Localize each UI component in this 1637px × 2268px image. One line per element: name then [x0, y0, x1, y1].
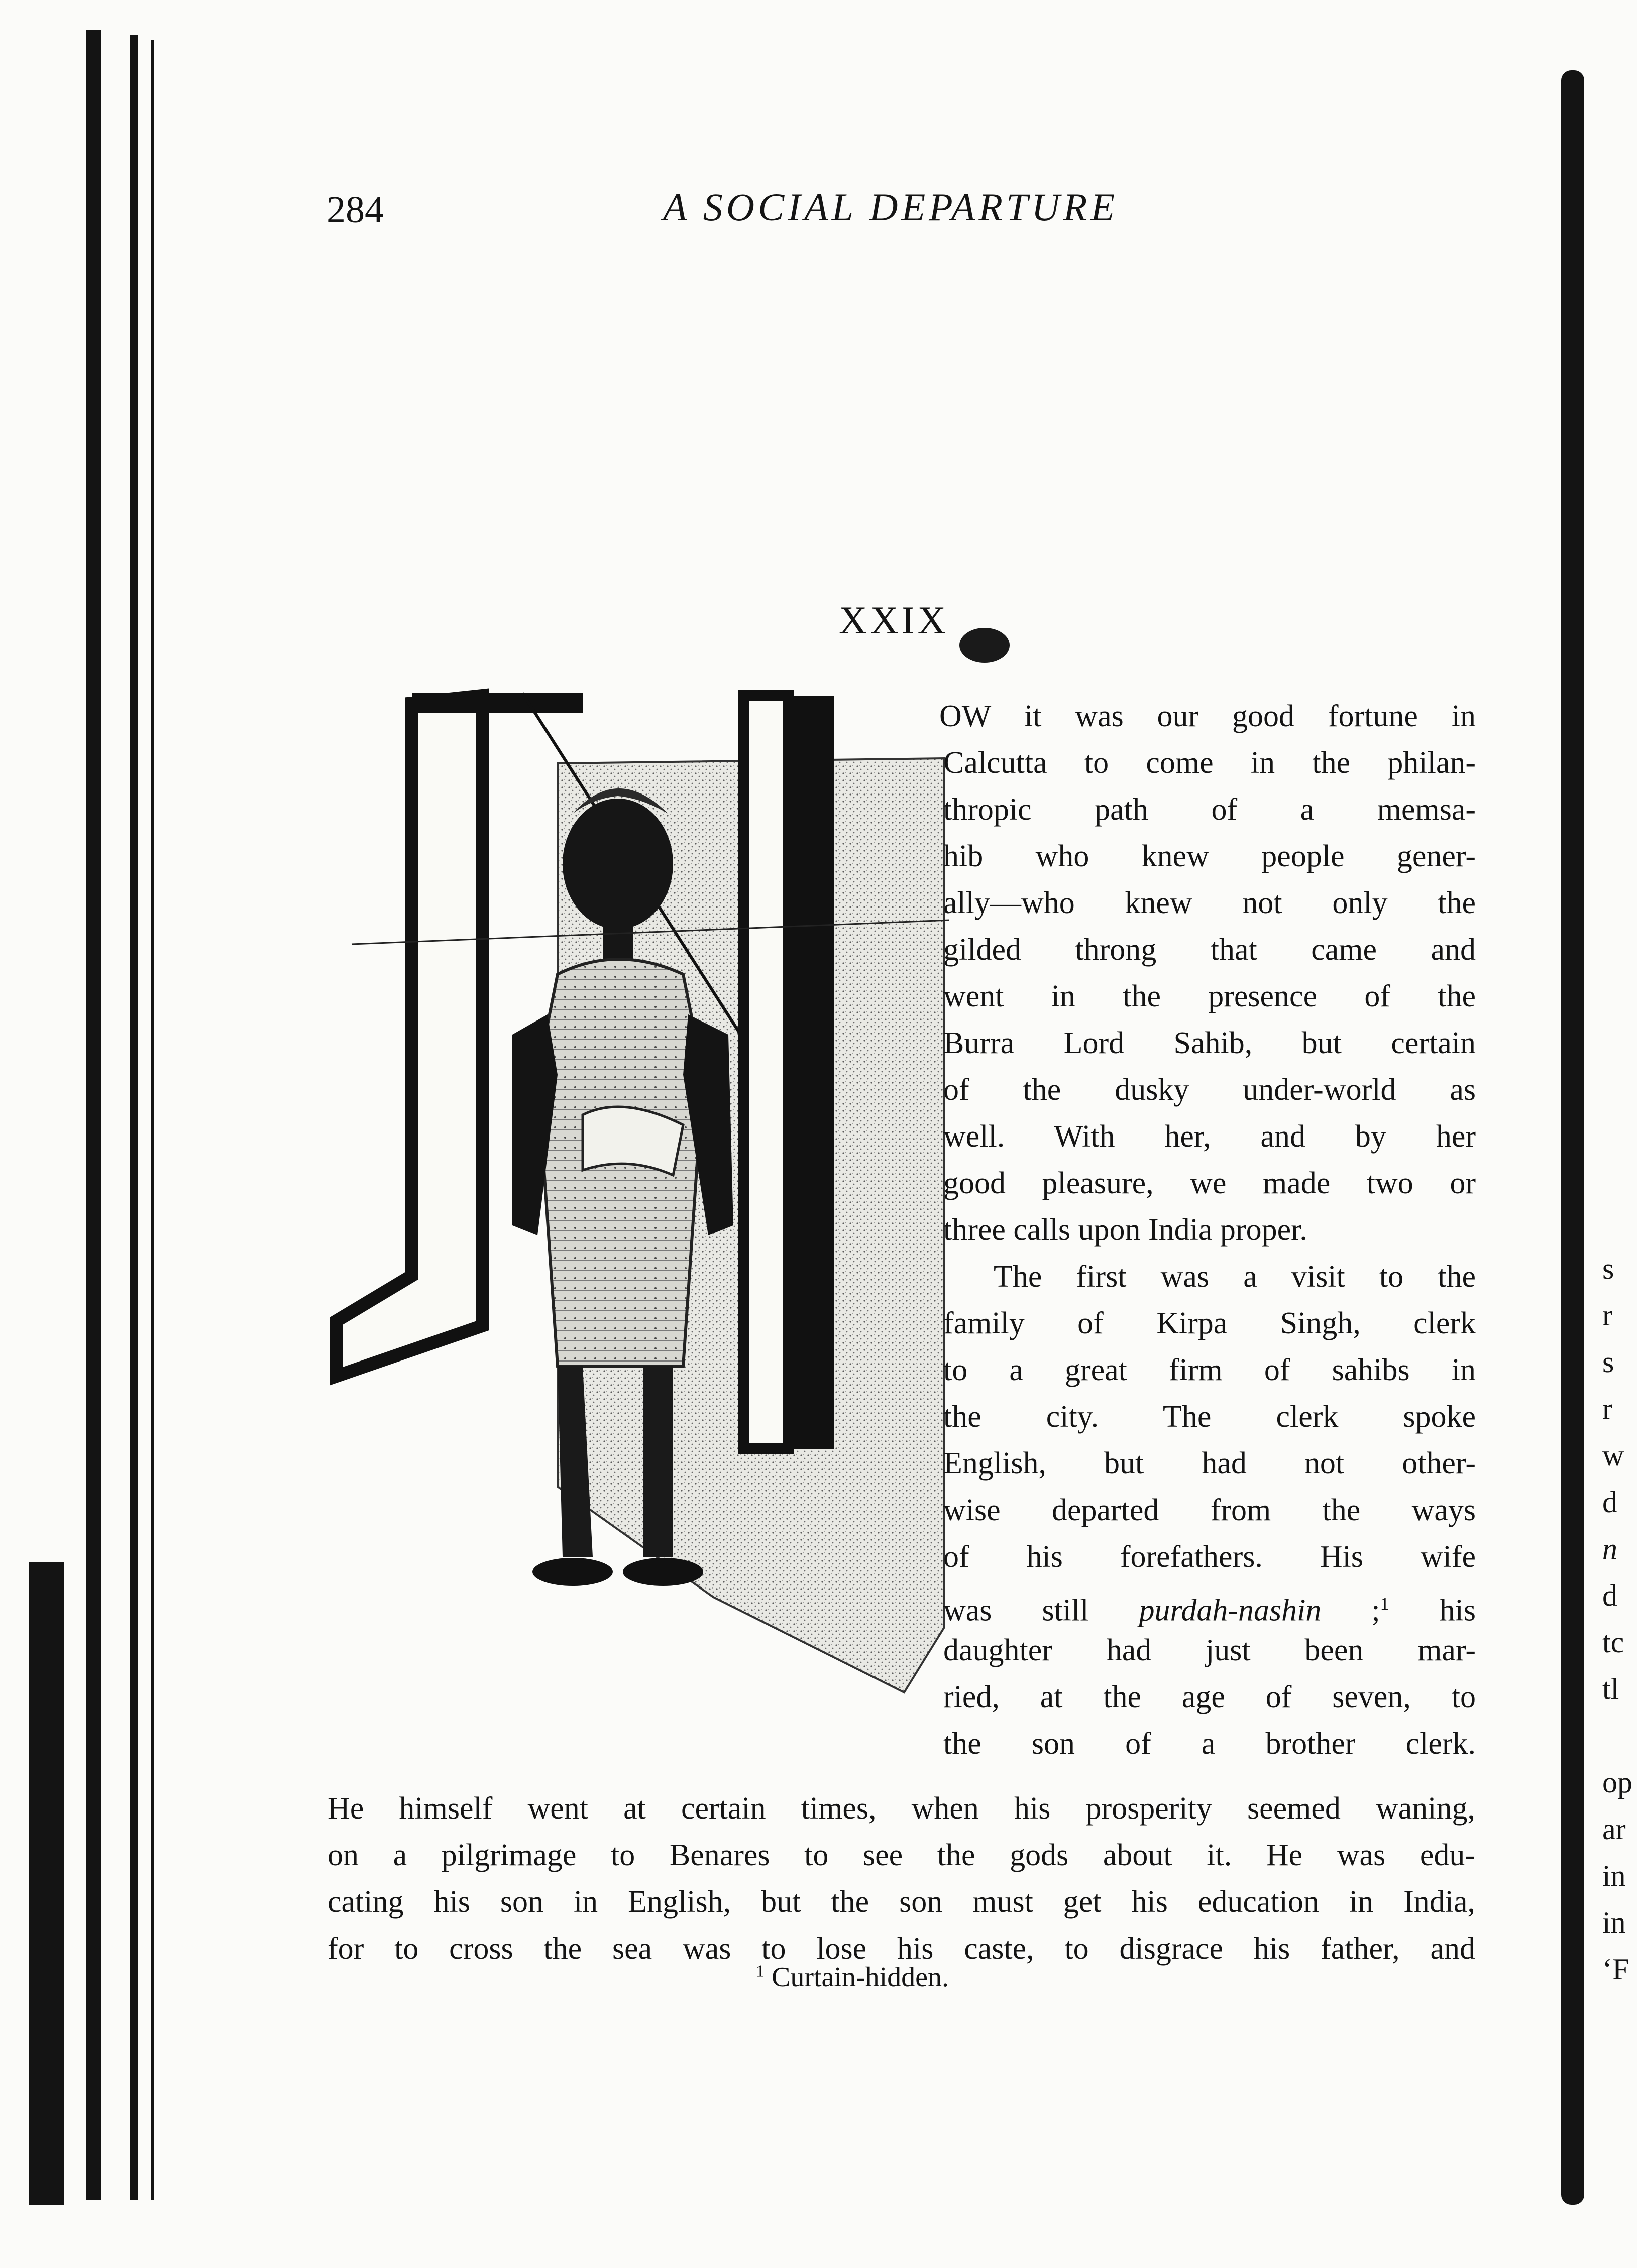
text-line: of the dusky under-world as [943, 1073, 1476, 1107]
text-line: wise departed from the ways [943, 1493, 1476, 1527]
text-line: of his forefathers. His wife [943, 1540, 1476, 1574]
text-line: cating his son in English, but the son must get his education in India, [328, 1885, 1475, 1919]
text-line: ried, at the age of seven, to [943, 1680, 1476, 1714]
text-line: good pleasure, we made two or [943, 1166, 1476, 1200]
body-text-full [328, 1785, 1475, 1972]
drop-cap-n-right-stroke [743, 696, 789, 1449]
next-page-edge-bar [1561, 70, 1584, 2205]
next-page-fragment: s r s r w d n d tc tl op ar in in ‘F [1602, 1252, 1632, 1986]
text-line: the son of a brother clerk. [943, 1727, 1476, 1761]
drop-cap-n-top-serif [412, 693, 583, 713]
text-line: went in the presence of the [943, 979, 1476, 1013]
body-text-wrapped [939, 693, 1476, 1767]
text-line: daughter had just been mar- [943, 1633, 1476, 1667]
text-line: ally—who knew not only the [943, 886, 1476, 920]
binding-edge-bar-thin [151, 40, 154, 2200]
text-line: gilded throng that came and [943, 933, 1476, 967]
binding-edge-bar-inner [130, 35, 138, 2200]
text-line: on a pilgrimage to Benares to see the gods about it. He was edu- [328, 1838, 1475, 1872]
footnote [756, 1961, 949, 1993]
chapter-number: XXIX [839, 598, 949, 642]
text-line: Calcutta to come in the philan- [943, 746, 1476, 780]
text-line: three calls upon India proper. [943, 1213, 1307, 1247]
footnote-marker: 1 [1380, 1594, 1389, 1614]
footnote-text: Curtain-hidden. [772, 1962, 949, 1993]
drop-cap-n-left-stroke [337, 696, 482, 1376]
text-line: OW it was our good fortune in [939, 699, 1476, 733]
footnote-mark: 1 [756, 1962, 765, 1981]
page-number: 284 [326, 189, 384, 231]
text-line: thropic path of a memsa- [943, 792, 1476, 827]
text-line: to a great firm of sahibs in [943, 1353, 1476, 1387]
ink-blot-icon [954, 623, 1015, 668]
text-line: English, but had not other- [943, 1446, 1476, 1481]
running-title: A SOCIAL DEPARTURE [663, 185, 1119, 229]
binding-edge-bar-lower [29, 1562, 64, 2205]
text-line: The first was a visit to the [994, 1260, 1476, 1294]
text-line: well. With her, and by her [943, 1119, 1476, 1154]
drop-cap-n-right-shadow [789, 696, 834, 1449]
text-line: He himself went at certain times, when his prosperity seemed waning, [328, 1791, 1475, 1826]
text-line: Burra Lord Sahib, but certain [943, 1026, 1476, 1060]
text-line: hib who knew people gener- [943, 839, 1476, 873]
text-line-with-note: was still purdah-nashin ;$^1$ his [943, 1593, 1476, 1628]
binding-edge-bar [86, 30, 101, 2200]
text-line: for to cross the sea was to lose his caste, to disgrace his father, and [328, 1932, 1475, 1966]
drop-cap-illustration [321, 673, 949, 1708]
text-line: family of Kirpa Singh, clerk [943, 1306, 1476, 1340]
italic-term: purdah-nashin [1139, 1593, 1322, 1628]
text-line: the city. The clerk spoke [943, 1400, 1476, 1434]
